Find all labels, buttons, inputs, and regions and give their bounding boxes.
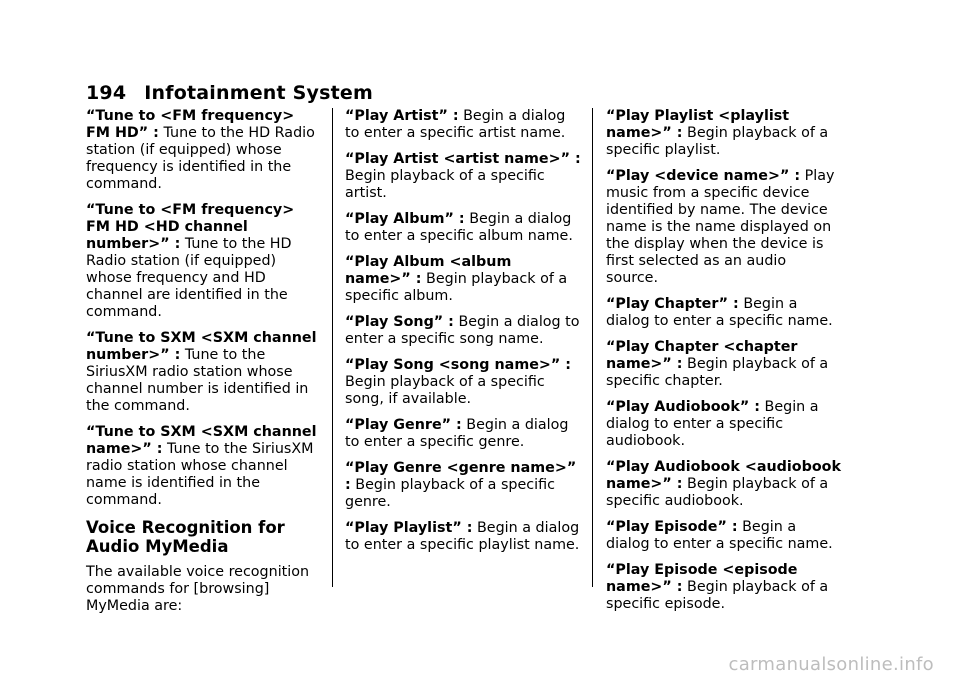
command-entry [86,108,322,193]
column-3 [606,108,842,622]
command-entry [606,562,842,613]
command-entry [606,108,842,159]
command-description: Tune to the HD Radio station (if equipped) whose frequency is identified in the command. [86,125,315,192]
intro-paragraph: The available voice recognition commands for [browsing] MyMedia are: [86,564,310,614]
command-phrase: “Play Genre” : [345,417,462,433]
command-description: Tune to the SiriusXM radio station whose channel number is identified in the command. [86,347,309,414]
command-phrase: “Play Episode” : [606,519,738,535]
command-entry [345,108,581,142]
command-description: Begin playback of a specific playlist. [606,125,829,158]
command-entry [345,314,581,348]
command-phrase: “Play Album” : [345,211,465,227]
command-description: Begin playback of a specific audiobook. [606,476,829,509]
command-entry [606,168,842,287]
command-phrase: “Play <device name>” : [606,168,801,184]
command-entry [345,417,581,451]
command-entry [86,330,322,415]
command-phrase: “Play Song <song name>” : [345,357,571,373]
command-entry [345,520,581,554]
command-description: Begin playback of a specific chapter. [606,356,829,389]
command-phrase: “Tune to <FM frequency> FM HD <HD channel number>” : [86,202,295,252]
command-phrase: “Tune to SXM <SXM channel name>” : [86,424,317,457]
command-description: Begin playback of a specific episode. [606,579,829,612]
command-description: Play music from a specific device identified by name. The device name is the name displayed on the display when the device is first selected as an audio source. [606,168,835,286]
command-description: Tune to the HD Radio station (if equipped) whose frequency and HD channel are identified in the command. [86,236,292,320]
command-phrase: “Play Album <album name>” : [345,254,512,287]
command-entry [606,399,842,450]
command-entry [86,202,322,321]
command-description: Begin a dialog to enter a specific playlist name. [345,520,580,553]
page-header [86,82,373,104]
command-entry [345,211,581,245]
command-description: Begin a dialog to enter a specific audiobook. [606,399,819,449]
command-phrase: “Tune to SXM <SXM channel number>” : [86,330,317,363]
mymedia-commands-list-continued [606,108,842,613]
command-description: Begin playback of a specific artist. [345,168,545,201]
command-phrase: “Tune to <FM frequency> FM HD” : [86,108,295,141]
command-description: Begin a dialog to enter a specific genre. [345,417,569,450]
command-description: Begin playback of a specific genre. [345,477,555,510]
command-description: Begin a dialog to enter a specific name. [606,519,833,552]
command-phrase: “Play Playlist” : [345,520,473,536]
command-phrase: “Play Genre <genre name>” : [345,460,577,493]
command-description: Begin a dialog to enter a specific artist name. [345,108,566,141]
command-entry [345,151,581,202]
command-entry [345,357,581,408]
command-entry [345,254,581,305]
subheading: Voice Recognition for Audio MyMedia [86,518,285,556]
command-description: Begin a dialog to enter a specific song name. [345,314,580,347]
command-description: Begin a dialog to enter a specific album name. [345,211,573,244]
command-phrase: “Play Artist” : [345,108,459,124]
command-entry [606,296,842,330]
command-entry [345,460,581,511]
column-divider [592,108,593,587]
column-2 [345,108,581,563]
command-entry [606,339,842,390]
command-description: Begin playback of a specific song, if available. [345,374,545,407]
command-phrase: “Play Chapter <chapter name>” : [606,339,798,372]
column-1 [86,108,322,624]
tune-commands-list [86,108,322,509]
command-phrase: “Play Artist <artist name>” : [345,151,581,167]
command-phrase: “Play Audiobook” : [606,399,760,415]
command-phrase: “Play Song” : [345,314,454,330]
command-description: Begin playback of a specific album. [345,271,568,304]
command-entry [606,519,842,553]
command-phrase: “Play Playlist <playlist name>” : [606,108,790,141]
column-divider [332,108,333,587]
command-phrase: “Play Episode <episode name>” : [606,562,798,595]
command-entry [86,424,322,509]
watermark: carmanualsonline.info [728,654,934,675]
page-number: 194 [86,82,127,104]
command-phrase: “Play Chapter” : [606,296,739,312]
command-phrase: “Play Audiobook <audiobook name>” : [606,459,841,492]
command-description: Tune to the SiriusXM radio station whose channel name is identified in the command. [86,441,314,508]
section-title: Infotainment System [144,82,373,104]
command-description: Begin a dialog to enter a specific name. [606,296,833,329]
mymedia-commands-list [345,108,581,554]
command-entry [606,459,842,510]
